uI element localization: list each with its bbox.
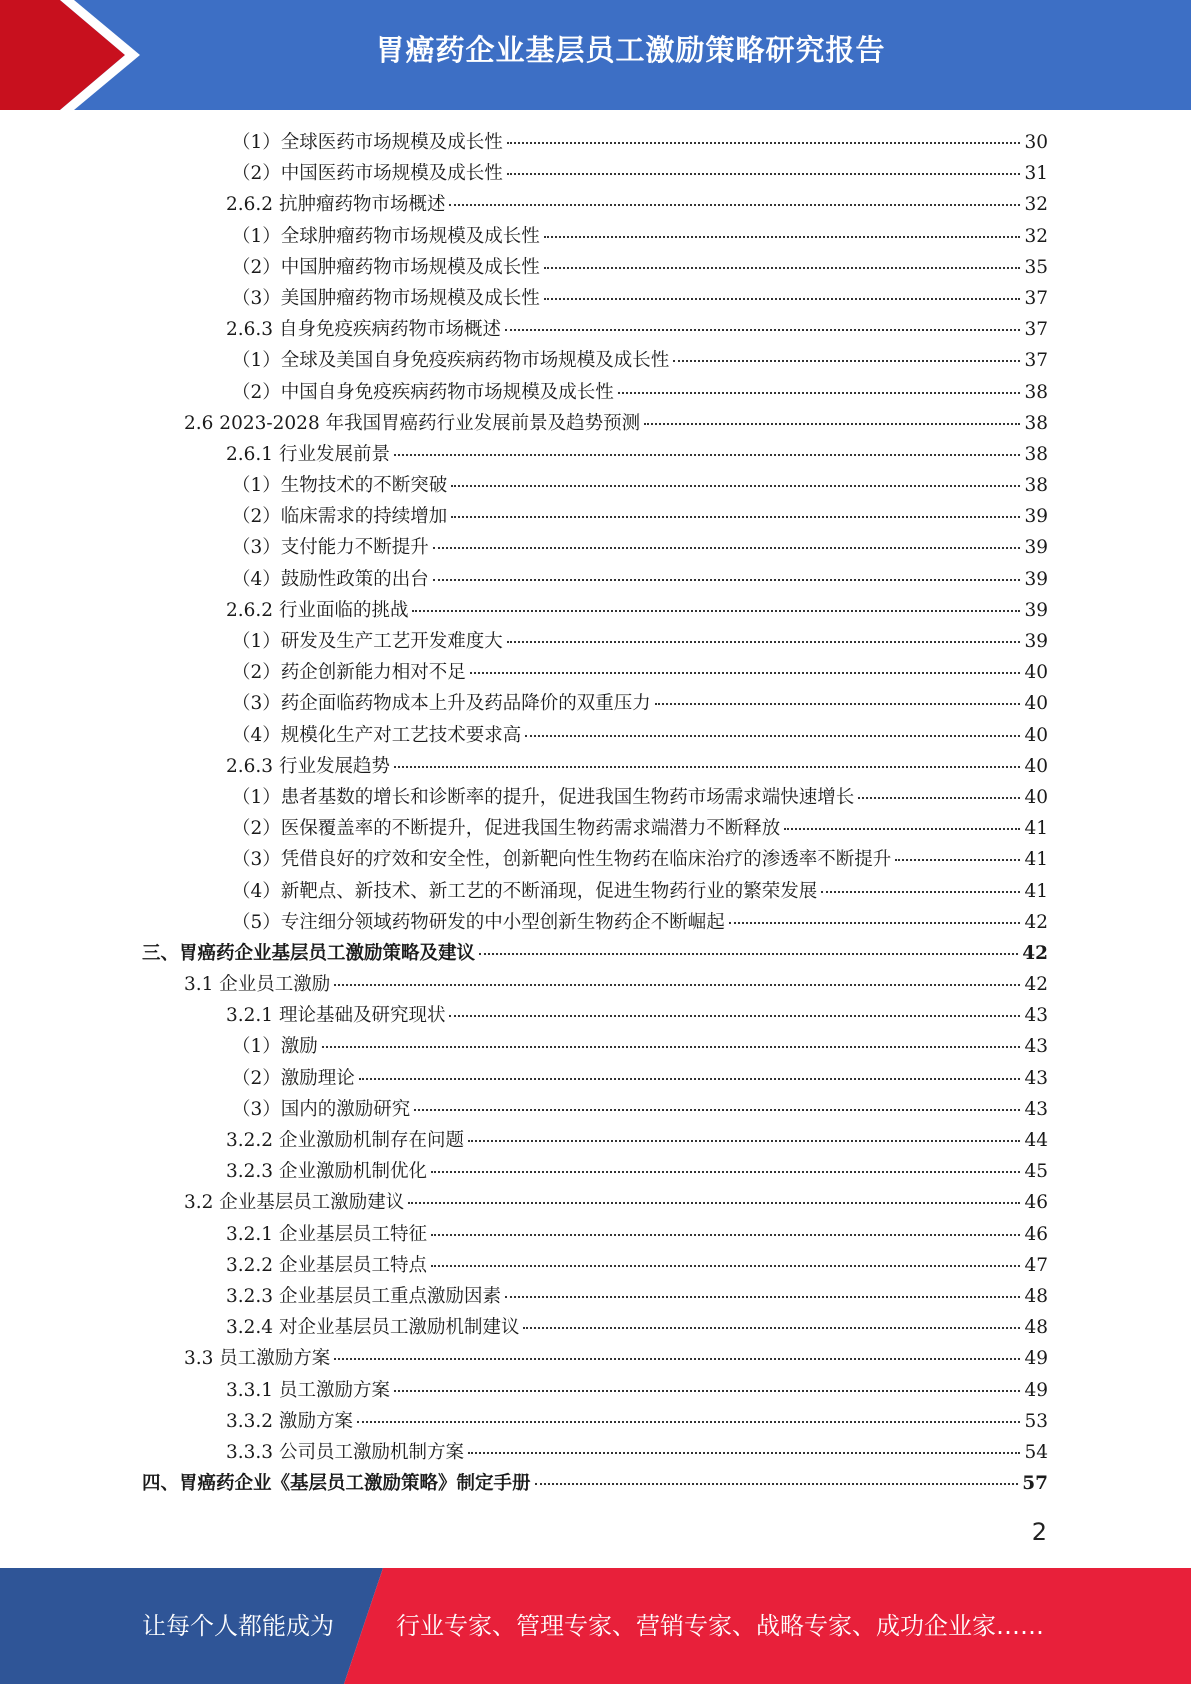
toc-entry-page: 39 [1024,631,1048,652]
toc-entry[interactable] [0,314,1191,345]
toc-entry[interactable] [0,938,1191,969]
toc-entry[interactable] [0,501,1191,532]
dot-leader [535,1483,1019,1485]
footer-slogan-left: 让每个人都能成为 [142,1612,334,1640]
dot-leader [394,1390,1020,1392]
toc-entry[interactable] [0,439,1191,470]
toc-entry[interactable] [0,470,1191,501]
toc-entry-page: 49 [1024,1348,1048,1370]
toc-entry-title: （4）新靶点、新技术、新工艺的不断涌现，促进生物药行业的繁荣发展 [232,880,818,902]
toc-entry-page: 41 [1024,818,1048,840]
toc-entry[interactable] [0,876,1191,907]
dot-leader [468,1452,1020,1454]
toc-entry[interactable] [0,1063,1191,1094]
toc-entry-page: 53 [1024,1410,1048,1432]
page-number: 2 [1031,1518,1047,1546]
toc-entry-title: （2）中国医药市场规模及成长性 [232,163,503,185]
toc-entry-page: 48 [1024,1285,1048,1307]
dot-leader [895,859,1020,861]
toc-entry-title: （2）激励理论 [232,1067,355,1089]
toc-entry[interactable] [0,1031,1191,1062]
dot-leader [449,1015,1020,1017]
toc-entry[interactable] [0,844,1191,875]
toc-entry-title: （3）凭借良好的疗效和安全性，创新靶向性生物药在临床治疗的渗透率不断提升 [232,849,892,871]
table-of-contents [0,127,1191,1499]
toc-entry-title: 2.6.1 行业发展前景 [226,443,390,465]
toc-entry-title: （3）药企面临药物成本上升及药品降价的双重压力 [232,693,651,715]
toc-entry-title: （1）全球及美国自身免疫疾病药物市场规模及成长性 [232,350,670,372]
dot-leader [414,1109,1020,1111]
toc-entry-title: （4）鼓励性政策的出台 [232,568,429,590]
dot-leader [618,392,1021,394]
toc-entry-page: 37 [1024,350,1048,372]
toc-entry[interactable] [0,782,1191,813]
toc-entry[interactable] [0,189,1191,220]
toc-entry-page: 35 [1024,256,1048,278]
dot-leader [655,703,1021,705]
toc-entry-page: 46 [1024,1192,1048,1214]
toc-entry[interactable] [0,1000,1191,1031]
toc-entry-page: 49 [1024,1379,1048,1401]
dot-leader [449,204,1020,206]
toc-entry[interactable] [0,221,1191,252]
toc-entry-title: （1）生物技术的不断突破 [232,475,448,497]
dot-leader [729,922,1021,924]
toc-entry-page: 37 [1024,319,1048,341]
dot-leader [821,891,1020,893]
toc-entry-page: 44 [1024,1130,1048,1151]
toc-entry-title: （3）国内的激励研究 [232,1098,411,1120]
toc-entry-title: 3.3.1 员工激励方案 [226,1379,390,1401]
dot-leader [451,516,1020,518]
toc-entry-page: 54 [1024,1441,1048,1463]
toc-entry[interactable] [0,1375,1191,1406]
toc-entry-page: 40 [1024,662,1048,684]
toc-entry-page: 32 [1024,194,1048,216]
toc-entry[interactable] [0,283,1191,314]
toc-entry[interactable] [0,1468,1191,1499]
toc-entry-title: （1）患者基数的增长和诊断率的提升，促进我国生物药市场需求端快速增长 [232,786,855,808]
toc-entry-page: 38 [1024,381,1048,403]
dot-leader [431,1234,1020,1236]
toc-entry-page: 47 [1024,1254,1048,1276]
toc-entry-page: 43 [1024,1098,1048,1120]
toc-entry-page: 39 [1024,568,1048,590]
toc-entry-page: 39 [1024,599,1048,621]
toc-entry-page: 38 [1024,475,1048,497]
dot-leader [644,423,1020,425]
toc-entry[interactable] [0,907,1191,938]
toc-entry[interactable] [0,1250,1191,1281]
toc-entry-page: 30 [1024,132,1048,153]
toc-entry-title: 2.6.3 自身免疫疾病药物市场概述 [226,319,501,341]
toc-entry[interactable] [0,127,1191,158]
toc-entry-page: 38 [1024,412,1048,434]
toc-entry-title: （1）全球医药市场规模及成长性 [232,132,503,153]
toc-entry-title: 2.6.2 抗肿瘤药物市场概述 [226,194,446,216]
toc-entry[interactable] [0,1281,1191,1312]
toc-entry[interactable] [0,657,1191,688]
toc-entry-title: 3.3.2 激励方案 [226,1410,353,1432]
toc-entry-page: 42 [1024,974,1048,996]
toc-entry-page: 42 [1024,911,1048,933]
toc-entry-title: 2.6.2 行业面临的挑战 [226,599,409,621]
dot-leader [357,1421,1021,1423]
toc-entry-page: 43 [1024,1036,1048,1058]
toc-entry-title: （2）中国自身免疫疾病药物市场规模及成长性 [232,381,614,403]
dot-leader [470,672,1021,674]
toc-entry-page: 57 [1022,1473,1048,1495]
dot-leader [507,173,1021,175]
toc-entry-title: 3.3.3 公司员工激励机制方案 [226,1441,464,1463]
toc-entry-page: 43 [1024,1067,1048,1089]
toc-entry-title: （5）专注细分领域药物研发的中小型创新生物药企不断崛起 [232,911,725,933]
dot-leader [479,953,1018,955]
dot-leader [451,485,1020,487]
toc-entry-title: 2.6.3 行业发展趋势 [226,755,390,777]
toc-entry-title: 3.2.2 企业基层员工特点 [226,1254,427,1276]
toc-entry-page: 42 [1022,942,1048,964]
toc-entry[interactable] [0,813,1191,844]
toc-entry-title: （2）临床需求的持续增加 [232,506,448,528]
toc-entry-title: 3.2 企业基层员工激励建议 [184,1192,405,1214]
toc-entry-page: 46 [1024,1223,1048,1245]
dot-leader [433,547,1021,549]
toc-entry[interactable] [0,408,1191,439]
toc-entry-title: （1）研发及生产工艺开发难度大 [232,631,503,652]
toc-entry-title: （1）全球肿瘤药物市场规模及成长性 [232,225,540,247]
page-header [0,0,1191,110]
toc-entry-title: （2）药企创新能力相对不足 [232,662,466,684]
toc-entry-title: （1）激励 [232,1036,318,1058]
toc-entry-title: 3.2.2 企业激励机制存在问题 [226,1130,464,1151]
toc-entry-title: 3.2.4 对企业基层员工激励机制建议 [226,1317,520,1339]
toc-entry[interactable] [0,1094,1191,1125]
page-footer [0,1568,1191,1684]
footer-slogan-right: 行业专家、管理专家、营销专家、战略专家、成功企业家…… [396,1612,1044,1640]
toc-entry-title: （2）中国肿瘤药物市场规模及成长性 [232,256,540,278]
dot-leader [334,984,1020,986]
toc-entry-page: 41 [1024,849,1048,871]
toc-entry[interactable] [0,1437,1191,1468]
dot-leader [523,1327,1020,1329]
red-chevron-decoration [0,0,150,110]
toc-entry[interactable] [0,252,1191,283]
toc-entry-title: 3.2.3 企业激励机制优化 [226,1161,427,1183]
toc-entry-title: 3.2.1 企业基层员工特征 [226,1223,427,1245]
toc-entry-title: 3.1 企业员工激励 [184,974,331,996]
dot-leader [334,1358,1020,1360]
toc-entry-title: 3.2.1 理论基础及研究现状 [226,1005,446,1027]
toc-entry[interactable] [0,1219,1191,1250]
dot-leader [505,329,1020,331]
dot-leader [468,1140,1020,1142]
toc-entry-page: 40 [1024,724,1048,746]
dot-leader [544,298,1021,300]
toc-entry-page: 43 [1024,1005,1048,1027]
toc-entry-page: 32 [1024,225,1048,247]
toc-entry[interactable] [0,1156,1191,1187]
toc-entry[interactable] [0,969,1191,1000]
dot-leader [412,610,1020,612]
toc-entry[interactable] [0,1187,1191,1218]
toc-entry-title: 2.6 2023-2028 年我国胃癌药行业发展前景及趋势预测 [184,412,641,434]
toc-entry-page: 37 [1024,287,1048,309]
dot-leader [858,797,1020,799]
toc-entry[interactable] [0,345,1191,376]
dot-leader [394,766,1020,768]
toc-entry-page: 40 [1024,755,1048,777]
dot-leader [408,1202,1020,1204]
dot-leader [322,1046,1021,1048]
toc-entry-title: 3.2.3 企业基层员工重点激励因素 [226,1285,501,1307]
dot-leader [784,828,1020,830]
toc-entry[interactable] [0,1343,1191,1374]
toc-entry-page: 39 [1024,506,1048,528]
toc-entry-page: 38 [1024,443,1048,465]
report-title: 胃癌药企业基层员工激励策略研究报告 [375,33,886,67]
toc-entry[interactable] [0,377,1191,408]
dot-leader [431,1265,1020,1267]
toc-entry-title: （3）美国肿瘤药物市场规模及成长性 [232,287,540,309]
dot-leader [507,641,1021,643]
toc-entry-title: （4）规模化生产对工艺技术要求高 [232,724,522,746]
dot-leader [433,579,1021,581]
toc-entry-page: 31 [1024,163,1048,185]
toc-entry-title: （3）支付能力不断提升 [232,537,429,559]
toc-entry-page: 39 [1024,537,1048,559]
toc-entry-title: 四、胃癌药企业《基层员工激励策略》制定手册 [142,1473,531,1495]
dot-leader [505,1296,1020,1298]
toc-entry[interactable] [0,626,1191,657]
dot-leader [507,142,1021,144]
dot-leader [525,735,1020,737]
dot-leader [394,454,1020,456]
toc-entry[interactable] [0,564,1191,595]
toc-entry-title: （2）医保覆盖率的不断提升，促进我国生物药需求端潜力不断释放 [232,818,781,840]
toc-entry-page: 48 [1024,1317,1048,1339]
toc-entry-page: 41 [1024,880,1048,902]
toc-entry-page: 40 [1024,786,1048,808]
toc-entry-title: 3.3 员工激励方案 [184,1348,331,1370]
toc-entry[interactable] [0,595,1191,626]
toc-entry[interactable] [0,688,1191,719]
toc-entry[interactable] [0,532,1191,563]
toc-entry[interactable] [0,1312,1191,1343]
toc-entry-title: 三、胃癌药企业基层员工激励策略及建议 [142,942,476,964]
dot-leader [673,360,1020,362]
toc-entry[interactable] [0,720,1191,751]
dot-leader [544,267,1021,269]
dot-leader [359,1078,1021,1080]
toc-entry-page: 40 [1024,693,1048,715]
toc-entry[interactable] [0,751,1191,782]
toc-entry-page: 45 [1024,1161,1048,1183]
dot-leader [544,236,1021,238]
toc-entry[interactable] [0,158,1191,189]
toc-entry[interactable] [0,1125,1191,1156]
toc-entry[interactable] [0,1406,1191,1437]
dot-leader [431,1171,1020,1173]
